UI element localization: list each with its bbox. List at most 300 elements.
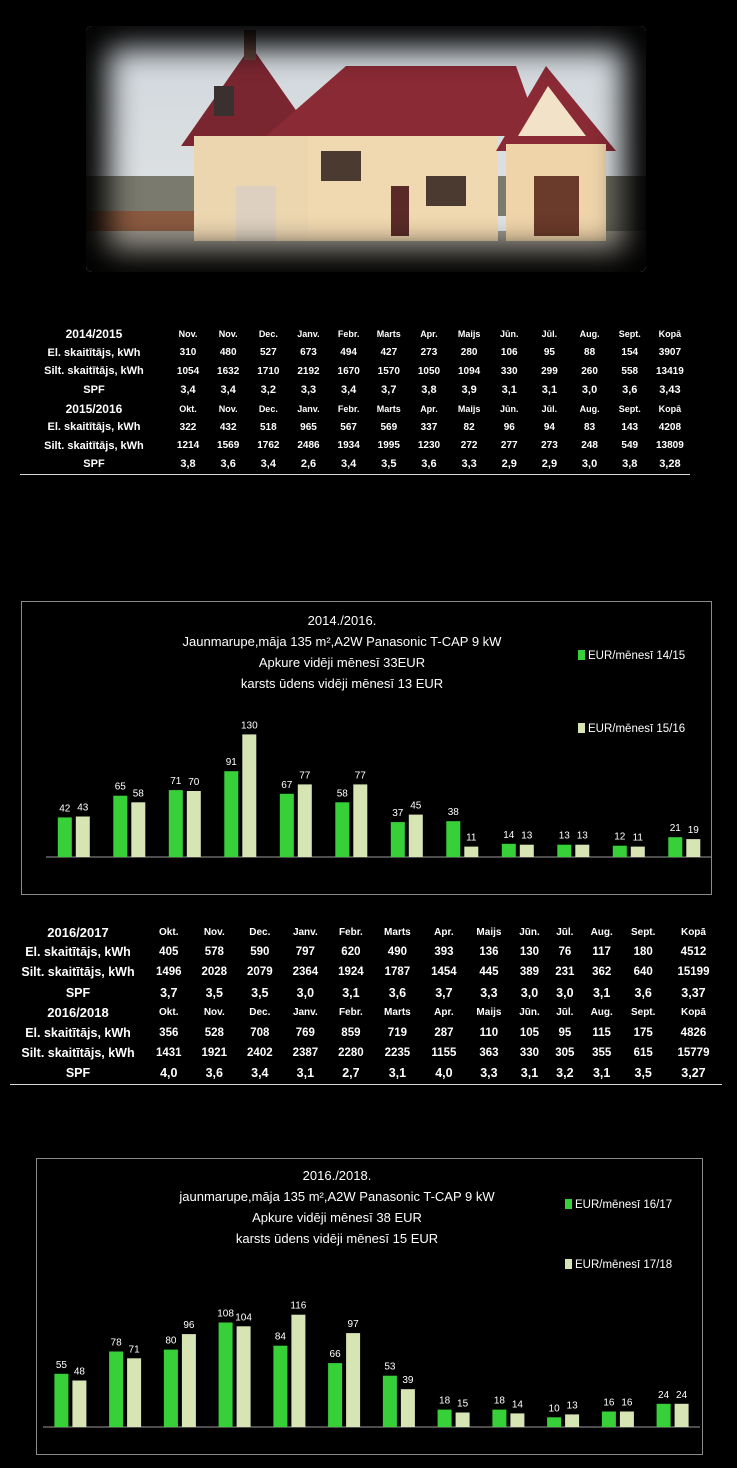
table-cell: 231 — [555, 966, 575, 979]
table-cell: 615 — [633, 1047, 653, 1060]
table-cell: 3,4 — [248, 455, 288, 474]
data-label: 91 — [225, 757, 237, 769]
bar-light — [187, 791, 201, 857]
month-header: Okt. — [159, 1007, 179, 1019]
table-cell: 95 — [543, 347, 555, 359]
table-cell: 3,3 — [467, 1063, 512, 1084]
table-cell: 3,4 — [340, 384, 357, 397]
data-label: 16 — [603, 1397, 615, 1409]
table-cell: 859 — [341, 1027, 361, 1040]
bar-green — [335, 802, 349, 857]
bar-green — [657, 1404, 671, 1427]
table-cell: 549 — [621, 440, 639, 452]
month-header: Maijs — [476, 1007, 502, 1019]
bar-light — [182, 1334, 196, 1427]
bar-light — [675, 1404, 689, 1427]
chart-2014-2016-svg — [22, 602, 711, 894]
table-header-row — [10, 922, 722, 942]
month-header: Kopā — [658, 403, 682, 414]
table-cell: 569 — [380, 421, 398, 433]
data-label: 42 — [59, 803, 71, 815]
table-cell: 3,27 — [665, 1063, 722, 1084]
data-label: 80 — [165, 1335, 177, 1347]
table-cell: 3,37 — [681, 985, 706, 1000]
month-header: Jūn. — [500, 329, 519, 340]
table-cell: 280 — [460, 347, 478, 359]
table-cell: 330 — [500, 365, 518, 377]
row-label: Silt. skaitītājs, kWh — [21, 965, 135, 980]
table-cell: 136 — [479, 946, 499, 959]
table-cell: 3,0 — [520, 985, 539, 1000]
table-cell: 272 — [460, 440, 478, 452]
table-cell: 3,1 — [582, 1063, 622, 1084]
data-label: 71 — [170, 776, 182, 788]
data-label: 65 — [114, 781, 126, 793]
month-header: Marts — [384, 1007, 411, 1019]
table-cell: 2235 — [384, 1047, 411, 1060]
month-header: Febr. — [337, 329, 360, 340]
table-cell: 1632 — [217, 365, 240, 377]
table-cell: 76 — [558, 946, 572, 959]
bar-green — [54, 1374, 68, 1427]
bar-light — [401, 1389, 415, 1427]
table-cell: 518 — [259, 421, 277, 433]
month-header: Dec. — [249, 1007, 271, 1019]
table-cell: 3,4 — [329, 455, 369, 474]
month-header: Jūn. — [519, 926, 540, 938]
bar-light — [131, 802, 145, 857]
table-cell: 3,4 — [220, 384, 236, 397]
table-cell: 3,0 — [556, 985, 574, 1000]
table-cell: 3,6 — [622, 384, 638, 397]
table-cell: 305 — [555, 1047, 575, 1060]
data-label: 14 — [511, 1399, 523, 1411]
table-header-row — [20, 399, 690, 418]
data-label: 66 — [329, 1349, 341, 1361]
table-cell: 1921 — [201, 1047, 228, 1060]
table-row — [20, 362, 690, 381]
table-row — [10, 1043, 722, 1063]
data-label: 97 — [347, 1319, 359, 1331]
bar-green — [383, 1376, 397, 1427]
table-cell: 3,6 — [634, 985, 652, 1000]
table-cell: 96 — [503, 421, 515, 433]
month-header: Jūl. — [556, 1007, 574, 1019]
data-label: 58 — [336, 788, 348, 800]
table-cell: 3,1 — [511, 1063, 548, 1084]
data-label: 24 — [658, 1389, 670, 1401]
month-header: Marts — [376, 403, 401, 414]
table-cell: 640 — [633, 966, 653, 979]
bar-green — [557, 845, 571, 857]
month-header: Marts — [376, 329, 401, 340]
table-cell: 299 — [541, 365, 558, 377]
data-label: 45 — [410, 800, 422, 812]
chart-2016-2018 — [36, 1158, 703, 1455]
bar-green — [613, 846, 627, 857]
bar-green — [280, 794, 294, 857]
data-label: 84 — [274, 1331, 286, 1343]
table-cell: 115 — [592, 1027, 611, 1040]
table-cell: 4512 — [680, 946, 707, 959]
row-label: SPF — [10, 1063, 146, 1084]
row-label: SPF — [65, 985, 91, 1000]
month-header: Nov. — [178, 329, 198, 340]
data-label: 78 — [110, 1337, 122, 1349]
table-header-row — [20, 325, 690, 344]
data-label: 43 — [77, 802, 89, 814]
table-cell: 405 — [159, 946, 179, 959]
legend-label: EUR/mēnesī 16/17 — [575, 1199, 673, 1211]
table-cell: 3,7 — [160, 985, 178, 1000]
month-header: Janv. — [292, 926, 318, 938]
bar-light — [237, 1326, 251, 1427]
data-label: 71 — [128, 1344, 140, 1356]
month-header: Janv. — [292, 1007, 318, 1019]
table-cell: 3,5 — [205, 985, 223, 1000]
data-label: 13 — [566, 1400, 578, 1412]
table-cell: 3907 — [658, 347, 682, 359]
data-label: 96 — [183, 1320, 195, 1332]
table-cell: 3,3 — [449, 455, 489, 474]
row-label: El. skaitītājs, kWh — [47, 421, 141, 434]
table-cell: 3,4 — [237, 1063, 283, 1084]
data-label: 10 — [548, 1403, 560, 1415]
bar-light — [242, 734, 256, 857]
table-cell: 480 — [219, 347, 237, 359]
table-cell: 3,43 — [659, 384, 681, 397]
legend-swatch-light — [578, 723, 585, 733]
bar-light — [686, 839, 700, 857]
table-cell: 3,2 — [260, 384, 276, 397]
table-cell: 3,6 — [192, 1063, 238, 1084]
table-cell: 3,5 — [621, 1063, 665, 1084]
table-cell: 1762 — [257, 440, 280, 452]
bar-green — [438, 1410, 452, 1427]
table-cell: 3,3 — [300, 384, 317, 397]
table-cell: 2,6 — [288, 455, 328, 474]
month-header: Apr. — [420, 329, 438, 340]
table-cell: 3,1 — [374, 1063, 421, 1084]
table-cell: 362 — [592, 966, 612, 979]
table-cell: 1214 — [176, 440, 200, 452]
month-header: Janv. — [297, 403, 320, 414]
bar-green — [164, 1350, 178, 1427]
house-photo — [86, 26, 646, 272]
table-cell: 719 — [387, 1027, 407, 1040]
table-cell: 528 — [204, 1027, 224, 1040]
table-cell: 13419 — [656, 365, 684, 377]
table-cell: 2079 — [247, 966, 273, 979]
table-cell: 3,1 — [501, 384, 517, 397]
row-label: El. skaitītājs, kWh — [25, 1026, 131, 1041]
bar-green — [391, 822, 405, 857]
month-header: Apr. — [420, 403, 438, 414]
table-cell: 2192 — [297, 365, 320, 377]
data-label: 37 — [392, 808, 404, 820]
table-row — [10, 1063, 722, 1084]
bar-green — [58, 817, 72, 857]
table-cell: 287 — [434, 1027, 454, 1040]
table-cell: 1710 — [257, 365, 280, 377]
table-cell: 3,1 — [592, 985, 611, 1000]
month-header: Maijs — [476, 926, 502, 938]
month-header: Kopā — [680, 1007, 706, 1019]
month-header: Nov. — [203, 1007, 225, 1019]
month-header: Jūl. — [541, 403, 558, 414]
data-label: 48 — [73, 1366, 85, 1378]
bar-green — [224, 771, 238, 857]
period-label: 2016/2018 — [47, 1005, 109, 1021]
table-cell: 673 — [300, 347, 317, 359]
table-row — [10, 1023, 722, 1043]
period-label: 2015/2016 — [65, 401, 123, 416]
table-cell: 445 — [479, 966, 499, 979]
table-cell: 3,5 — [251, 985, 269, 1000]
table-cell: 95 — [558, 1027, 572, 1040]
data-label: 13 — [558, 830, 570, 842]
data-label: 18 — [439, 1395, 451, 1407]
legend-swatch-green — [565, 1199, 572, 1209]
table-cell: 3,6 — [208, 455, 248, 474]
bar-light — [456, 1413, 470, 1428]
table-row — [20, 455, 690, 474]
table-cell: 2387 — [292, 1047, 319, 1060]
table-cell: 106 — [500, 347, 518, 359]
table-cell: 797 — [295, 946, 315, 959]
data-label: 15 — [457, 1398, 469, 1410]
chart-title-line: Apkure vidēji mēnesī 33EUR — [258, 655, 426, 670]
bar-green — [328, 1363, 342, 1427]
table-cell: 130 — [519, 946, 540, 959]
month-header: Maijs — [457, 329, 481, 340]
table-cell: 708 — [250, 1027, 270, 1040]
month-header: Dec. — [258, 329, 278, 340]
legend-swatch-light — [565, 1259, 572, 1269]
table-cell: 180 — [633, 946, 653, 959]
month-header: Nov. — [203, 926, 225, 938]
table-cell: 260 — [581, 365, 598, 377]
month-header: Aug. — [590, 1007, 613, 1019]
table-row — [20, 381, 690, 400]
table-cell: 3,8 — [610, 455, 650, 474]
table-cell: 3,1 — [283, 1063, 329, 1084]
data-label: 77 — [299, 770, 311, 782]
data-label: 18 — [493, 1395, 505, 1407]
month-header: Janv. — [297, 329, 320, 340]
table-row — [20, 344, 690, 363]
month-header: Jūl. — [556, 926, 574, 938]
table-cell: 1431 — [155, 1047, 182, 1060]
table-cell: 1569 — [217, 440, 240, 452]
row-label: Silt. skaitītājs, kWh — [44, 439, 144, 452]
row-label: SPF — [20, 455, 168, 474]
table-row — [10, 942, 722, 962]
month-header: Jūl. — [541, 329, 558, 340]
table-cell: 1995 — [377, 440, 400, 452]
table-cell: 4,0 — [421, 1063, 467, 1084]
bar-green — [668, 837, 682, 857]
table-cell: 590 — [250, 946, 270, 959]
data-label: 21 — [669, 823, 681, 835]
table-cell: 277 — [500, 440, 518, 452]
bar-light — [298, 784, 312, 857]
table-cell: 143 — [621, 421, 639, 433]
period-label: 2014/2015 — [65, 327, 123, 342]
bar-green — [113, 796, 127, 857]
month-header: Dec. — [249, 926, 271, 938]
month-header: Okt. — [159, 926, 179, 938]
table-cell: 3,6 — [409, 455, 449, 474]
bar-light — [291, 1315, 305, 1427]
table-cell: 2364 — [292, 966, 319, 979]
table-cell: 490 — [387, 946, 407, 959]
table-cell: 83 — [584, 421, 596, 433]
row-label: El. skaitītājs, kWh — [25, 945, 131, 960]
bar-light — [464, 847, 478, 857]
table-cell: 578 — [204, 946, 224, 959]
bar-light — [631, 847, 645, 857]
table-cell: 4208 — [658, 421, 682, 433]
table-cell: 15199 — [677, 966, 710, 979]
chart-title-line: 2014./2016. — [307, 613, 377, 628]
table-cell: 3,28 — [650, 455, 690, 474]
bar-green — [492, 1410, 506, 1427]
table-row — [20, 418, 690, 437]
data-label: 24 — [676, 1389, 688, 1401]
table-row — [20, 437, 690, 456]
table-row — [10, 962, 722, 982]
chart-2016-2018-svg — [37, 1159, 702, 1454]
table-cell: 3,0 — [296, 985, 315, 1000]
table-cell: 2,9 — [529, 455, 569, 474]
data-label: 12 — [614, 831, 626, 843]
bar-light — [565, 1414, 579, 1427]
table-cell: 82 — [463, 421, 475, 433]
table-cell: 105 — [519, 1027, 540, 1040]
chart-title-line: karsts ūdens vidēji mēnesī 13 EUR — [240, 676, 444, 691]
table-cell: 3,1 — [541, 384, 558, 397]
table-cell: 2486 — [297, 440, 320, 452]
month-header: Dec. — [258, 403, 278, 414]
table-cell: 94 — [543, 421, 555, 433]
data-label: 14 — [503, 829, 515, 841]
table-cell: 3,3 — [480, 985, 498, 1000]
bar-light — [409, 815, 423, 857]
table-cell: 494 — [340, 347, 357, 359]
data-label: 16 — [621, 1397, 633, 1409]
month-header: Apr. — [434, 1007, 454, 1019]
month-header: Aug. — [579, 329, 600, 340]
chart-title-line: Apkure vidēji mēnesī 38 EUR — [252, 1210, 422, 1225]
table-cell: 273 — [420, 347, 438, 359]
month-header: Sept. — [630, 1007, 656, 1019]
month-header: Maijs — [457, 403, 481, 414]
data-label: 67 — [281, 779, 293, 791]
data-label: 19 — [687, 825, 699, 837]
legend-label: EUR/mēnesī 15/16 — [588, 723, 686, 735]
month-header: Kopā — [680, 926, 706, 938]
legend-label: EUR/mēnesī 17/18 — [575, 1259, 673, 1271]
data-label: 11 — [632, 832, 643, 844]
table-cell: 2280 — [338, 1047, 364, 1060]
bar-light — [575, 845, 589, 857]
chart-title-line: 2016./2018. — [302, 1168, 372, 1183]
bar-green — [109, 1352, 123, 1428]
bar-green — [446, 821, 460, 857]
table-cell: 1155 — [431, 1047, 457, 1060]
data-label: 116 — [290, 1300, 307, 1312]
chart-title-line: karsts ūdens vidēji mēnesī 15 EUR — [235, 1231, 439, 1246]
month-header: Jūn. — [519, 1007, 540, 1019]
table-cell: 1454 — [431, 966, 457, 979]
table-cell: 965 — [300, 421, 317, 433]
table-cell: 567 — [340, 421, 357, 433]
table-cell: 88 — [584, 347, 596, 359]
table-cell: 3,0 — [570, 455, 610, 474]
table-cell: 117 — [592, 946, 611, 959]
table-cell: 363 — [479, 1047, 499, 1060]
month-header: Aug. — [590, 926, 613, 938]
table-cell: 110 — [479, 1027, 499, 1040]
table-cell: 248 — [581, 440, 598, 452]
legend-label: EUR/mēnesī 14/15 — [588, 650, 686, 662]
row-label: El. skaitītājs, kWh — [47, 346, 141, 359]
bar-green — [273, 1346, 287, 1427]
month-header: Jūn. — [500, 403, 519, 414]
table-cell: 620 — [341, 946, 361, 959]
table-cell: 1094 — [457, 365, 481, 377]
energy-table-2016-2018 — [10, 922, 722, 1085]
data-label: 77 — [354, 770, 366, 782]
table-cell: 3,9 — [461, 384, 477, 397]
bar-green — [602, 1412, 616, 1428]
table-cell: 3,7 — [435, 985, 453, 1000]
chart-title-line: jaunmarupe,māja 135 m²,A2W Panasonic T-CAP 9 kW — [179, 1189, 495, 1204]
table-cell: 1496 — [155, 966, 182, 979]
month-header: Sept. — [630, 926, 656, 938]
table-cell: 527 — [259, 347, 277, 359]
table-cell: 2402 — [247, 1047, 273, 1060]
data-label: 13 — [521, 830, 533, 842]
bar-light — [620, 1412, 634, 1428]
month-header: Sept. — [618, 329, 641, 340]
table-cell: 355 — [592, 1047, 612, 1060]
bar-light — [346, 1333, 360, 1427]
data-label: 38 — [447, 807, 459, 819]
month-header: Nov. — [218, 403, 238, 414]
energy-table-2014-2016 — [20, 325, 690, 475]
table-row — [10, 983, 722, 1003]
month-header: Marts — [384, 926, 411, 938]
bar-green — [169, 790, 183, 857]
month-header: Okt. — [179, 403, 197, 414]
row-label: Silt. skaitītājs, kWh — [21, 1046, 135, 1061]
table-cell: 3,5 — [369, 455, 409, 474]
table-cell: 2,7 — [328, 1063, 374, 1084]
bar-light — [520, 845, 534, 857]
table-cell: 558 — [621, 365, 639, 377]
period-label: 2016/2017 — [47, 924, 109, 940]
table-cell: 3,1 — [342, 985, 360, 1000]
bar-green — [547, 1417, 561, 1427]
data-label: 55 — [55, 1359, 67, 1371]
table-header-row — [10, 1003, 722, 1023]
month-header: Apr. — [434, 926, 454, 938]
bar-light — [76, 817, 90, 858]
data-label: 11 — [466, 832, 477, 844]
table-cell: 1570 — [377, 365, 400, 377]
